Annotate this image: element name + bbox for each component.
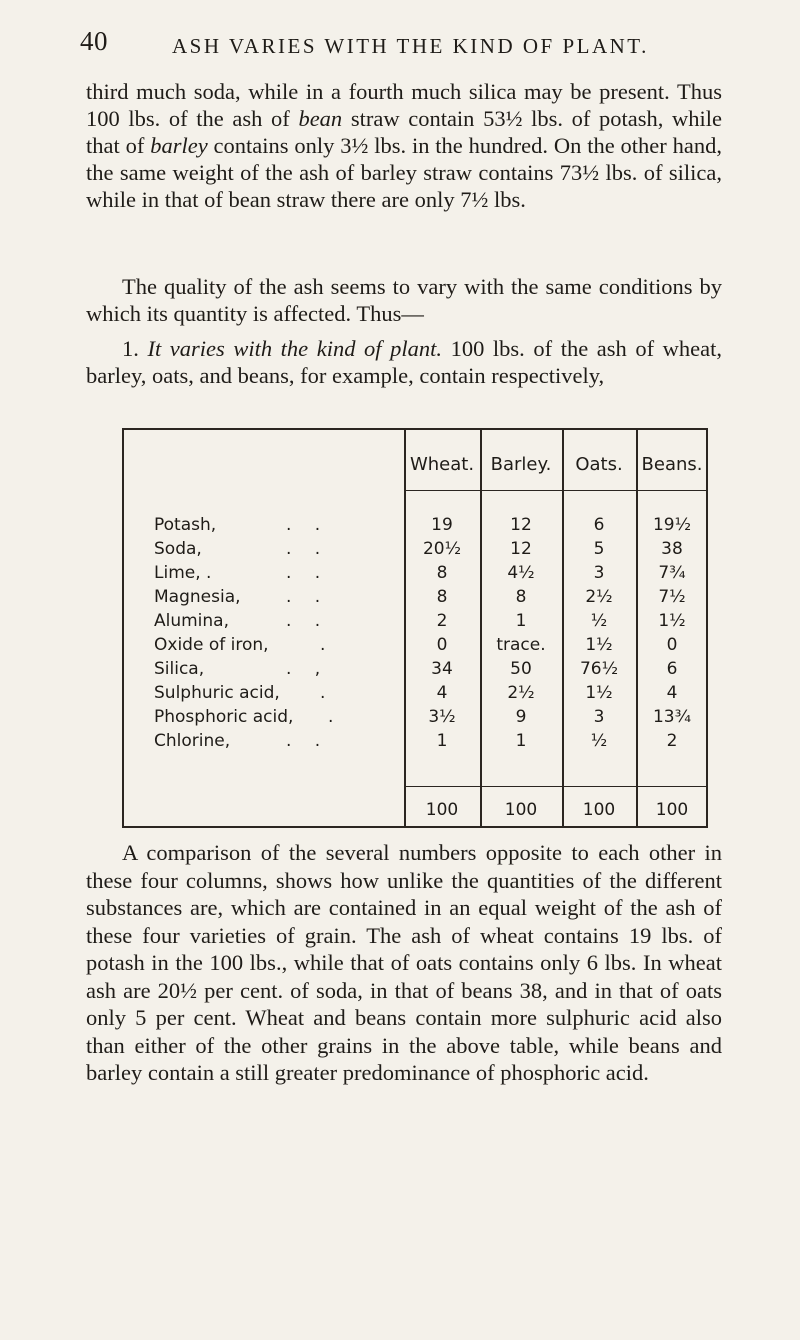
row-label: Soda,	[154, 539, 202, 559]
cell-barley: 12	[510, 539, 532, 559]
leader-dots: . .	[286, 731, 330, 751]
header-rule	[404, 490, 706, 491]
row-label: Lime, .	[154, 563, 212, 583]
cell-oats: 1½	[585, 635, 613, 655]
paragraph-quality: The quality of the ash seems to vary with the same conditions by which its quantity is affected. Thus—	[86, 274, 722, 326]
subheading-italic: It varies with the kind of plant.	[147, 336, 443, 361]
ash-composition-table	[122, 428, 708, 828]
column-header-beans: Beans.	[641, 454, 703, 475]
leader-dots: . .	[286, 515, 330, 535]
paragraph-1-text-a: third much soda, while in a fourth much silica may be present. Thus 100 lbs. of the ash of	[86, 79, 722, 131]
table-row	[124, 683, 710, 707]
paragraph-3-text: 100 lbs. of the ash of wheat, barley, oats, and beans, for example, contain respectively,	[86, 336, 722, 388]
row-label: Oxide of iron,	[154, 635, 269, 655]
table-row	[124, 587, 710, 611]
row-label: Silica,	[154, 659, 205, 679]
table-row	[124, 515, 710, 539]
cell-beans: 1½	[658, 611, 686, 631]
leader-dots: .	[320, 683, 335, 703]
cell-barley: 1	[515, 611, 527, 631]
cell-oats: 76½	[579, 659, 619, 679]
total-barley: 100	[504, 800, 538, 820]
cell-oats: 5	[593, 539, 605, 559]
leader-dots: . .	[286, 587, 330, 607]
barley-italic: barley	[150, 133, 208, 158]
total-wheat: 100	[425, 800, 459, 820]
row-label: Sulphuric acid,	[154, 683, 280, 703]
cell-oats: 2½	[585, 587, 613, 607]
cell-barley: 9	[515, 707, 527, 727]
column-header-oats: Oats.	[575, 454, 623, 475]
total-rule	[404, 786, 706, 787]
cell-wheat: 2	[436, 611, 448, 631]
table-row	[124, 635, 710, 659]
cell-wheat: 1	[436, 731, 448, 751]
leader-dots: . ,	[286, 659, 330, 679]
page-header	[80, 26, 720, 66]
row-label: Potash,	[154, 515, 217, 535]
paragraph-1-text-b: straw contain 53½ lbs. of potash, while that of	[86, 106, 722, 158]
table-row	[124, 707, 710, 731]
cell-wheat: 34	[431, 659, 453, 679]
cell-beans: 2	[666, 731, 678, 751]
table-row	[124, 539, 710, 563]
leader-dots: .	[320, 635, 335, 655]
row-label: Magnesia,	[154, 587, 241, 607]
page-number: 40	[80, 26, 108, 56]
cell-oats: 3	[593, 563, 605, 583]
leader-dots: . .	[286, 611, 330, 631]
cell-beans: 0	[666, 635, 678, 655]
cell-beans: 13¾	[652, 707, 692, 727]
totals-row	[124, 800, 710, 824]
leader-dots: .	[328, 707, 343, 727]
leader-dots: . .	[286, 563, 330, 583]
cell-oats: 6	[593, 515, 605, 535]
table-row	[124, 659, 710, 683]
row-label: Chlorine,	[154, 731, 231, 751]
cell-barley: 2½	[507, 683, 535, 703]
cell-beans: 38	[661, 539, 683, 559]
cell-beans: 7½	[658, 587, 686, 607]
table-row	[124, 611, 710, 635]
table-row	[124, 563, 710, 587]
cell-oats: ½	[590, 731, 608, 751]
cell-barley: 50	[510, 659, 532, 679]
cell-beans: 6	[666, 659, 678, 679]
cell-wheat: 8	[436, 587, 448, 607]
cell-beans: 4	[666, 683, 678, 703]
cell-barley: 4½	[507, 563, 535, 583]
row-label: Alumina,	[154, 611, 230, 631]
cell-wheat: 8	[436, 563, 448, 583]
table-row	[124, 731, 710, 755]
cell-barley: trace.	[496, 635, 546, 655]
row-label: Phosphoric acid,	[154, 707, 294, 727]
total-oats: 100	[582, 800, 616, 820]
cell-barley: 12	[510, 515, 532, 535]
total-beans: 100	[655, 800, 689, 820]
cell-wheat: 19	[431, 515, 453, 535]
list-number: 1.	[122, 336, 139, 361]
cell-oats: 3	[593, 707, 605, 727]
paragraph-kind-of-plant	[86, 335, 722, 389]
cell-beans: 7¾	[658, 563, 686, 583]
bean-italic: bean	[298, 106, 343, 131]
leader-dots: . .	[286, 539, 330, 559]
running-head: ASH VARIES WITH THE KIND OF PLANT.	[172, 34, 649, 58]
paragraph-1-text-c: contains only 3½ lbs. in the hundred. On the other hand, the same weight of the ash of barley straw contains 73½ lbs. of silica, while in that of bean straw there are only 7½ lbs.	[86, 133, 722, 212]
cell-beans: 19½	[652, 515, 692, 535]
cell-wheat: 3½	[428, 707, 456, 727]
cell-oats: 1½	[585, 683, 613, 703]
cell-wheat: 0	[436, 635, 448, 655]
cell-barley: 1	[515, 731, 527, 751]
cell-wheat: 20½	[422, 539, 462, 559]
column-header-barley: Barley.	[490, 454, 552, 475]
paragraph-ash-composition	[86, 78, 722, 213]
cell-barley: 8	[515, 587, 527, 607]
column-header-wheat: Wheat.	[409, 454, 475, 475]
cell-oats: ½	[590, 611, 608, 631]
cell-wheat: 4	[436, 683, 448, 703]
paragraph-comparison: A comparison of the several numbers opposite to each other in these four columns, shows how unlike the quantities of the different substances are, which are contained in an equal weight of the ash of these four varieties of grain. The ash of wheat contains 19 lbs. of potash in the 100 lbs., while that of oats contains only 6 lbs. In wheat ash are 20½ per cent. of soda, in that of beans 38, and in that of oats only 5 per cent. Wheat and beans contain more sulphuric acid also than either of the other grains in the above table, while beans and barley contain a still greater predominance of phosphoric acid.	[86, 840, 722, 1085]
